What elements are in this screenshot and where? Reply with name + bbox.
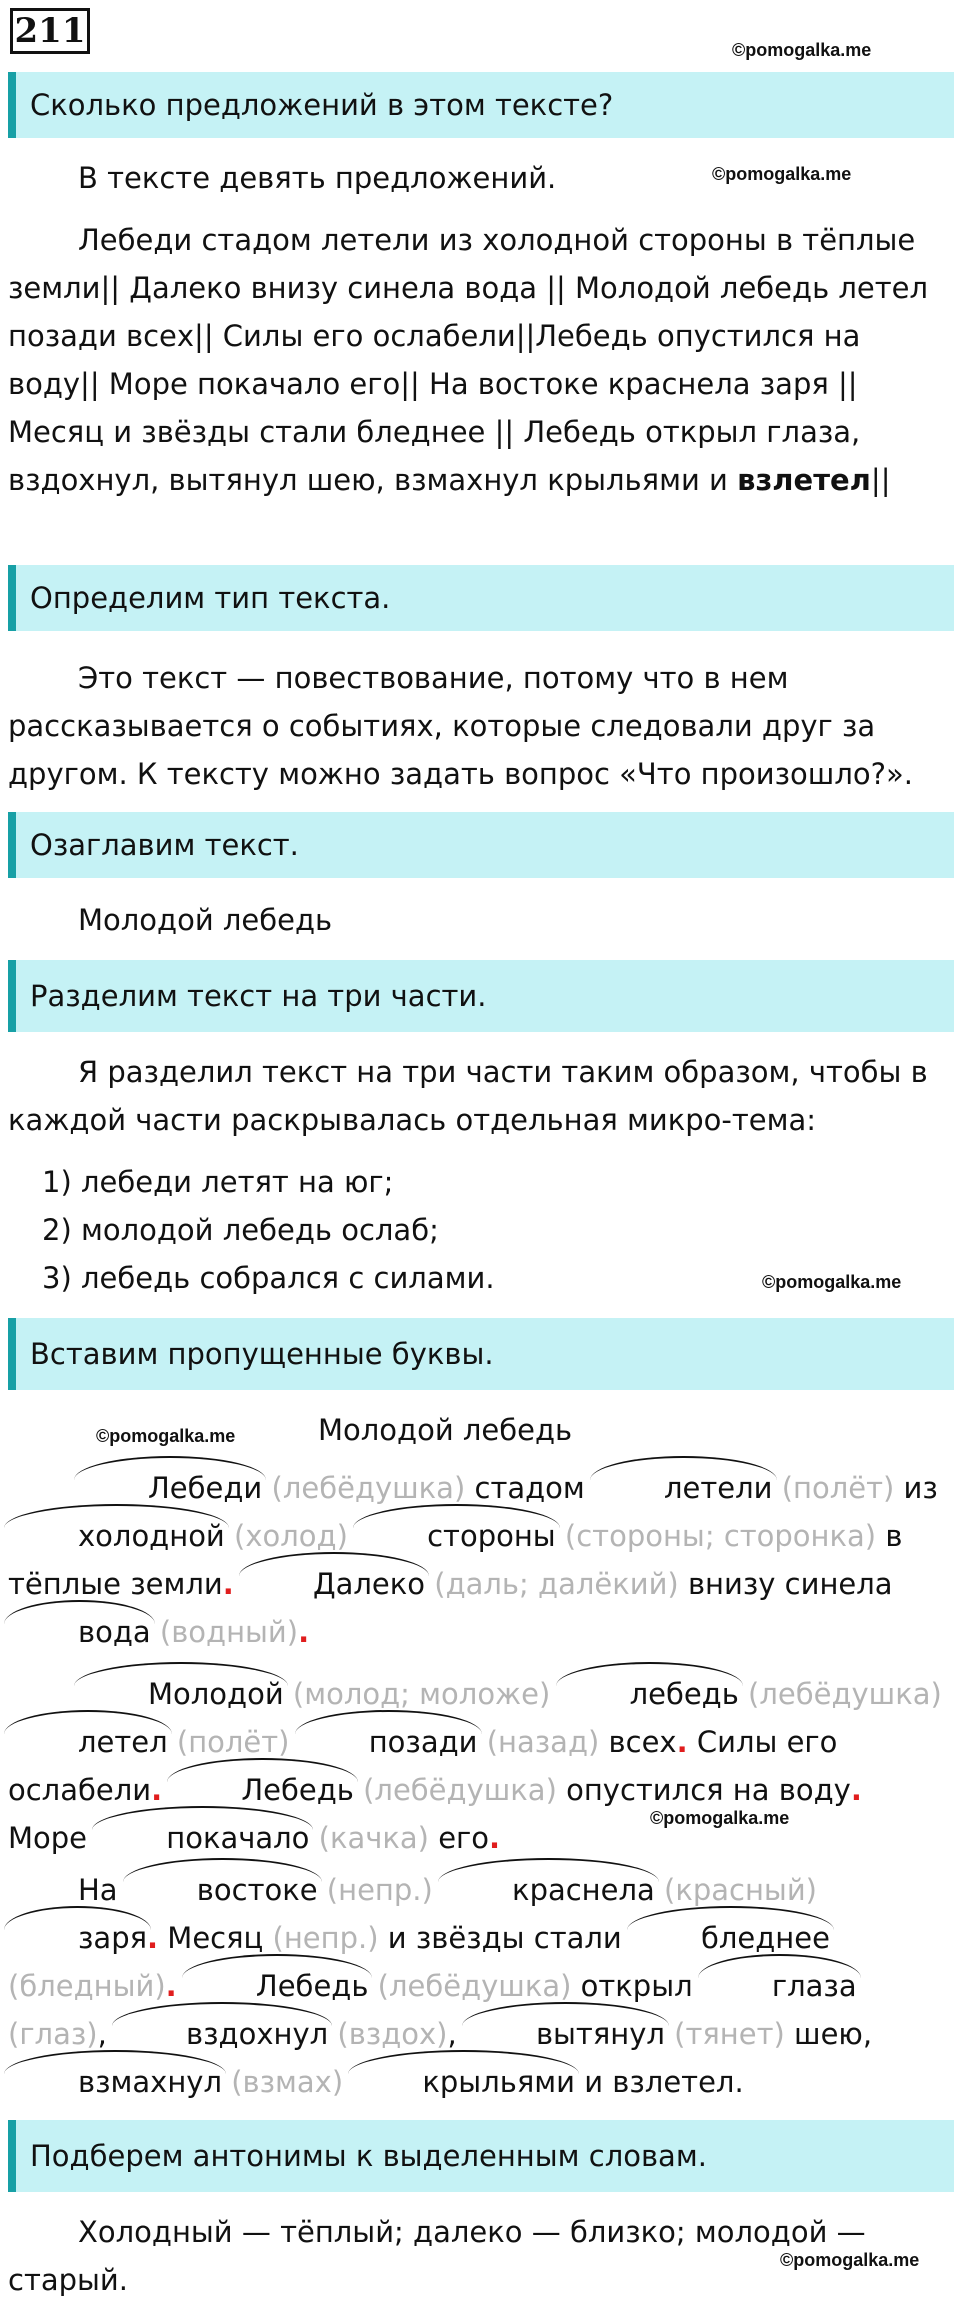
watermark: ©pomogalka.me (780, 2250, 920, 2270)
passage-end: || (870, 463, 891, 497)
filled-paragraph-1: Лебеди (лебёдушка) стадом летели (полёт) из холодной (холод) стороны (стороны; сторонка) в тёплые земли. Далеко (даль; далёкий) внизу синела вода (водный). (8, 1464, 948, 1656)
section-header-title: Озаглавим текст. (8, 812, 954, 878)
watermark: ©pomogalka.me (96, 1426, 236, 1446)
watermark: ©pomogalka.me (732, 40, 872, 60)
title-answer: Молодой лебедь (78, 903, 333, 937)
text-type-answer: Это текст — повествование, потому что в нем рассказывается о событиях, которые следовали друг за другом. К тексту можно задать вопрос «Что произошло?». (8, 661, 913, 791)
section-header-parts: Разделим текст на три части. (8, 960, 954, 1032)
filled-title: Молодой лебедь (318, 1413, 573, 1447)
section-header-sentences: Сколько предложений в этом тексте? (8, 72, 954, 138)
answer-sentence-count: В тексте девять предложений. (78, 161, 557, 195)
watermark: ©pomogalka.me (650, 1808, 790, 1828)
passage-main: Лебеди стадом летели из холодной стороны в тёплые земли|| Далеко внизу синела вода || Молодой лебедь летел позади всех|| Силы его ослабели||Лебедь опустился на воду|| Море покачало его|| На востоке краснела заря || Месяц и звёзды стали бледнее || Лебедь открыл глаза, вздохнул, вытянул шею, взмахнул крыльями и (8, 223, 929, 497)
parts-intro: Я разделил текст на три части таким образом, чтобы в каждой части раскрывалась отдельная микро-тема: (8, 1055, 928, 1137)
filled-paragraph-3: На востоке (непр.) краснела (красный) заря. Месяц (непр.) и звёзды стали бледнее (бледный). Лебедь (лебёдушка) открыл глаза (глаз), вздохнул (вздох), вытянул (тянет) шею, взмахнул (взмах) крыльями и взлетел. (8, 1866, 948, 2106)
part-item: 1) лебеди летят на юг; (42, 1165, 394, 1199)
section-header-missing-letters: Вставим пропущенные буквы. (8, 1318, 954, 1390)
part-item: 2) молодой лебедь ослаб; (42, 1213, 439, 1247)
part-item: 3) лебедь собрался с силами. (42, 1261, 495, 1295)
filled-paragraph-2: Молодой (молод; моложе) лебедь (лебёдушка) летел (полёт) позади (назад) всех. Силы его ослабели. Лебедь (лебёдушка) опустился на воду. Море покачало (качка) его. (8, 1670, 948, 1862)
antonyms-answer: Холодный — тёплый; далеко — близко; молодой — старый. (8, 2215, 866, 2297)
passage-text (8, 216, 948, 504)
watermark: ©pomogalka.me (712, 164, 852, 184)
task-number: 211 (10, 8, 90, 54)
watermark: ©pomogalka.me (762, 1272, 902, 1292)
section-header-text-type: Определим тип текста. (8, 565, 954, 631)
passage-bold-word: взлетел (737, 463, 871, 497)
section-header-antonyms: Подберем антонимы к выделенным словам. (8, 2120, 954, 2192)
